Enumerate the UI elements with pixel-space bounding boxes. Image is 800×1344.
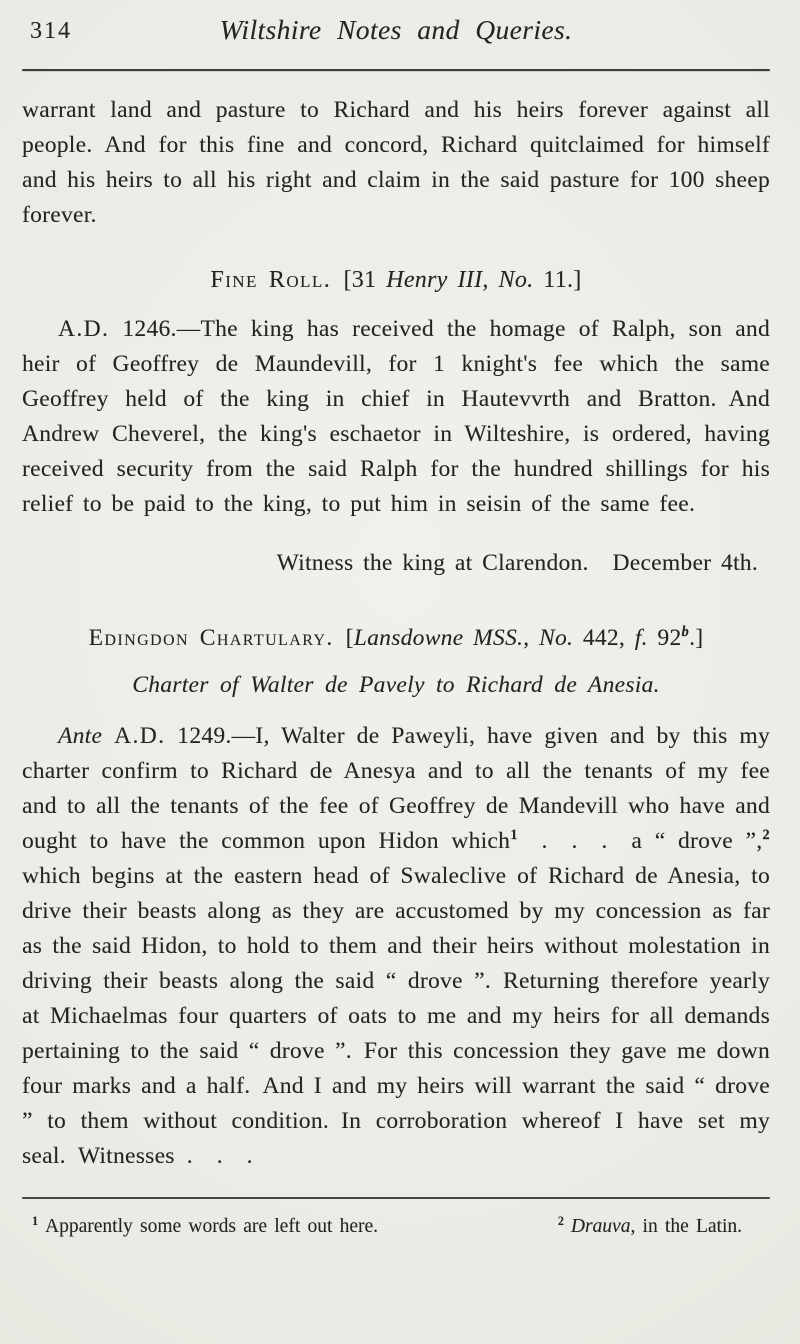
journal-title: Wiltshire Notes and Queries. (219, 14, 573, 45)
charter-subtitle: Charter of Walter de Pavely to Richard de Anesia. (132, 671, 660, 698)
page-number: 314 (30, 18, 72, 44)
paragraph-fine-concord: warrant land and pasture to Richard and his heirs forever against all people. And for this fine and concord, Richard quitclaimed for himself and his heirs to all his right and claim in the said pasture for 100 sheep forever. (22, 97, 770, 228)
footnote-rule (22, 1197, 770, 1199)
footnote-1-marker: 1 (32, 1213, 39, 1228)
footnote-1-text: Apparently some words are left out here. (45, 1216, 379, 1237)
header-rule (22, 69, 770, 71)
edingdon-chartulary-heading: Edingdon Chartulary. [Lansdowne MSS., No. 442, f. 92$^b$.] (88, 623, 704, 651)
footnote-2-marker: 2 (557, 1213, 564, 1228)
footnote-1 (32, 1214, 378, 1240)
fine-roll-heading: Fine Roll. [31 Henry III, No. 11.] (210, 267, 582, 293)
footnotes (22, 1214, 770, 1240)
footnote-2-text: Drauva, in the Latin. (570, 1216, 742, 1237)
witness-line: Witness the king at Clarendon. December 4th. (276, 549, 758, 576)
footnote-2 (558, 1214, 742, 1240)
page-header (22, 14, 770, 60)
paragraph-fine-roll: A.D. 1246.—The king has received the homage of Ralph, son and heir of Geoffrey de Maundevill, for 1 knight's fee which the same Geoffrey held of the king in chief in Hautevvrth and Bratton. And Andrew Cheverel, the king's eschaetor in Wilteshire, is ordered, having received security from the said Ralph for the hundred shillings for his relief to be paid to the king, to put him in seisin of the same fee. (22, 316, 770, 517)
paragraph-charter: Ante A.D. 1249.—I, Walter de Paweyli, have given and by this my charter confirm to Richard de Anesya and to all the tenants of my fee and to all the tenants of the fee of Geoffrey de Mandevill who have and ought to have the common upon Hidon which$^1$ . . . a “ drove ”,$^2$ which begins at the eastern head of Swaleclive of Richard de Anesia, to drive their beasts along as they are accustomed by my concession as far as the said Hidon, to hold to them and their heirs without molestation in driving their beasts along the said “ drove ”. Returning therefore yearly at Michaelmas four quarters of oats to me and my heirs for all demands pertaining to the said “ drove ”. For this concession they gave me down four marks and a half. And I and my heirs will warrant the said “ drove ” to them without condition. In corroboration whereof I have set my seal. Witnesses . . . (22, 722, 770, 1169)
